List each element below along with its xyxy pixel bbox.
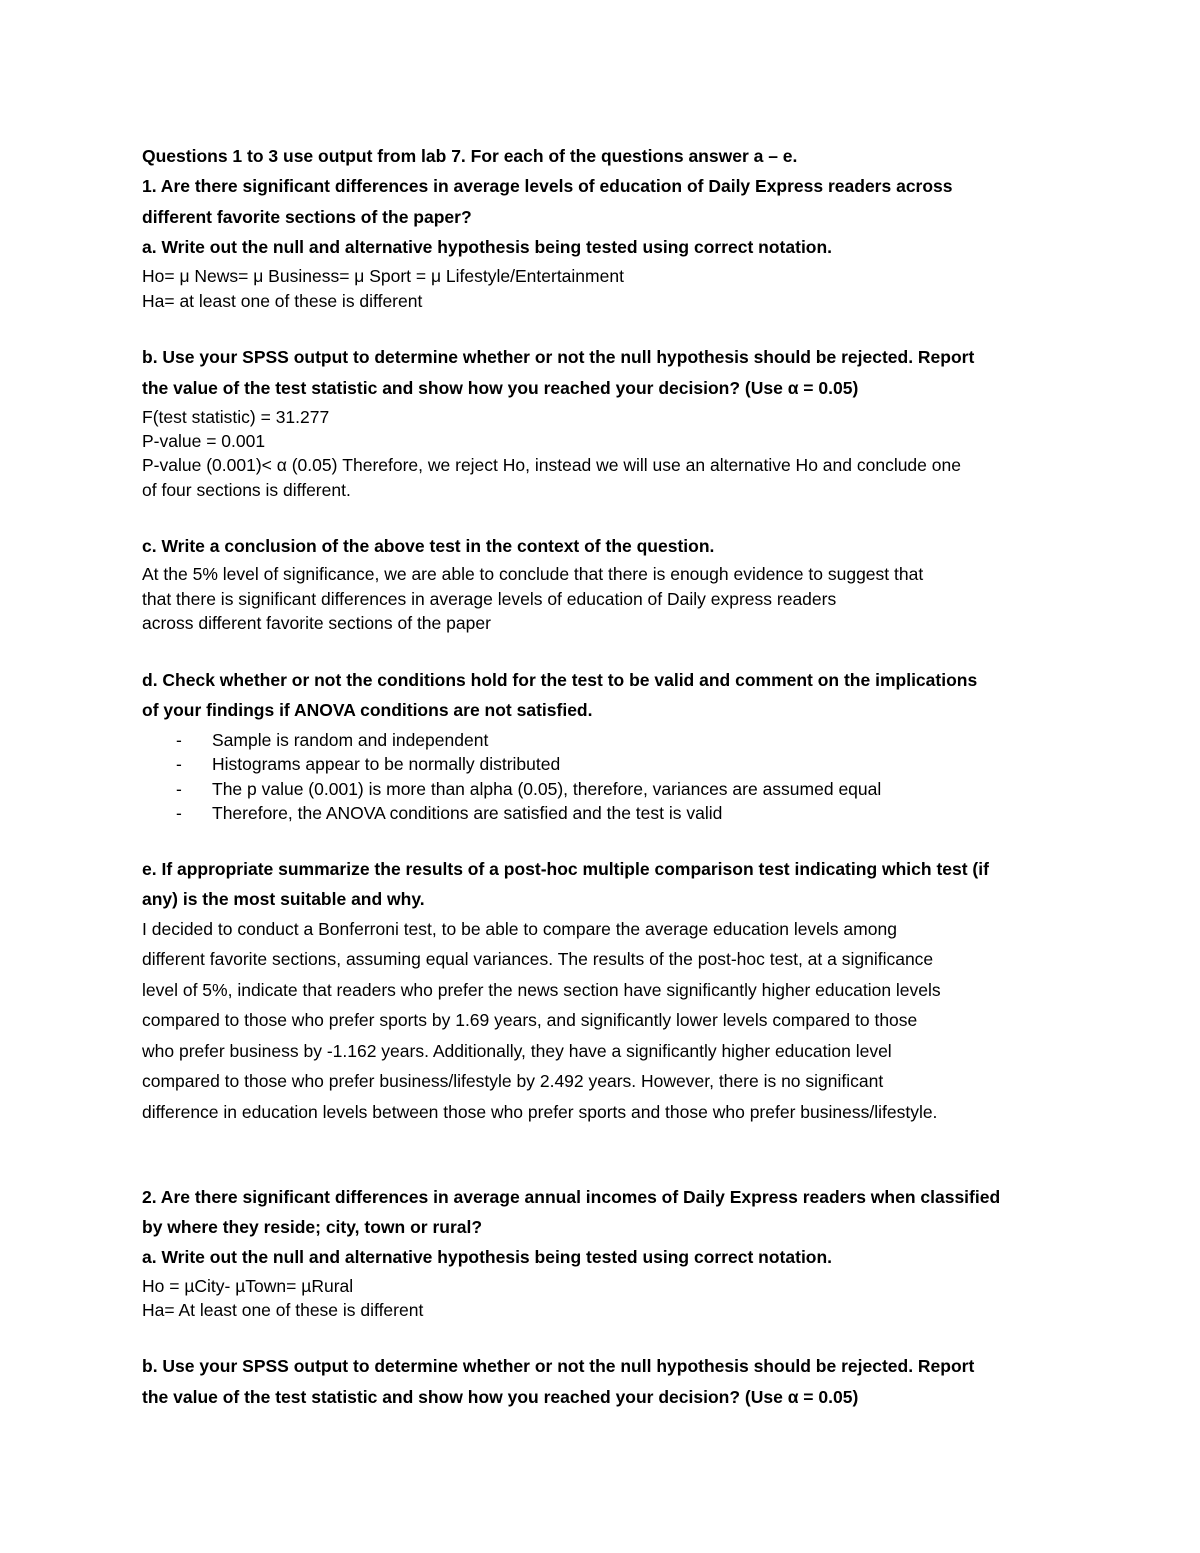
q1e-answer-line: who prefer business by -1.162 years. Additionally, they have a significantly higher education level <box>142 1041 892 1061</box>
q1b-decision-line-2: of four sections is different. <box>142 480 351 500</box>
q1a-null-hypothesis: Ho= μ News= μ Business= μ Sport = μ Lifestyle/Entertainment <box>142 266 624 286</box>
bullet-marker: - <box>176 730 182 750</box>
q1e-answer-line: compared to those who prefer business/lifestyle by 2.492 years. However, there is no significant <box>142 1071 884 1091</box>
q1d-bullet-item: The p value (0.001) is more than alpha (0.05), therefore, variances are assumed equal <box>212 779 882 799</box>
q1a-prompt: a. Write out the null and alternative hypothesis being tested using correct notation. <box>142 237 833 257</box>
q2-title-line-2: by where they reside; city, town or rural? <box>142 1217 483 1237</box>
q1b-prompt-line-2: the value of the test statistic and show how you reached your decision? (Use α = 0.05) <box>142 378 859 398</box>
q1d-bullet-item: Histograms appear to be normally distributed <box>212 754 561 774</box>
q2a-alt-hypothesis: Ha= At least one of these is different <box>142 1300 424 1320</box>
q1b-f-statistic: F(test statistic) = 31.277 <box>142 407 330 427</box>
q1b-p-value: P-value = 0.001 <box>142 431 266 451</box>
q1c-prompt: c. Write a conclusion of the above test in the context of the question. <box>142 536 715 556</box>
q1e-answer-line: difference in education levels between those who prefer sports and those who prefer business/lifestyle. <box>142 1102 938 1122</box>
q1c-answer-line-1: At the 5% level of significance, we are able to conclude that there is enough evidence to suggest that <box>142 564 924 584</box>
q1e-answer-line: different favorite sections, assuming equal variances. The results of the post-hoc test, at a significance <box>142 949 934 969</box>
q1c-answer-line-3: across different favorite sections of the paper <box>142 613 491 633</box>
q2b-prompt-line-2: the value of the test statistic and show how you reached your decision? (Use α = 0.05) <box>142 1387 859 1407</box>
q2a-null-hypothesis: Ho = µCity- µTown= µRural <box>142 1276 354 1296</box>
q1e-answer-line: I decided to conduct a Bonferroni test, to be able to compare the average education levels among <box>142 919 897 939</box>
q1d-prompt-line-1: d. Check whether or not the conditions hold for the test to be valid and comment on the implications <box>142 670 978 690</box>
q1e-answer-line: level of 5%, indicate that readers who prefer the news section have significantly higher education levels <box>142 980 941 1000</box>
q1-title-line-2: different favorite sections of the paper? <box>142 207 472 227</box>
q2b-prompt-line-1: b. Use your SPSS output to determine whether or not the null hypothesis should be rejected. Report <box>142 1356 975 1376</box>
q1-title-line-1: 1. Are there significant differences in average levels of education of Daily Express readers across <box>142 176 953 196</box>
intro-text: Questions 1 to 3 use output from lab 7. For each of the questions answer a – e. <box>142 146 798 166</box>
q1d-bullet-item: Therefore, the ANOVA conditions are satisfied and the test is valid <box>212 803 723 823</box>
q1e-prompt-line-2: any) is the most suitable and why. <box>142 889 425 909</box>
q1e-answer-line: compared to those who prefer sports by 1.69 years, and significantly lower levels compared to those <box>142 1010 918 1030</box>
q1d-prompt-line-2: of your findings if ANOVA conditions are not satisfied. <box>142 700 593 720</box>
q1b-prompt-line-1: b. Use your SPSS output to determine whether or not the null hypothesis should be rejected. Report <box>142 347 975 367</box>
q1d-bullet-item: Sample is random and independent <box>212 730 489 750</box>
q1a-alt-hypothesis: Ha= at least one of these is different <box>142 291 423 311</box>
bullet-marker: - <box>176 754 182 774</box>
q1c-answer-line-2: that there is significant differences in average levels of education of Daily express readers <box>142 589 837 609</box>
bullet-marker: - <box>176 803 182 823</box>
q1e-prompt-line-1: e. If appropriate summarize the results of a post-hoc multiple comparison test indicating which test (if <box>142 859 989 879</box>
bullet-marker: - <box>176 779 182 799</box>
q1b-decision-line-1: P-value (0.001)< α (0.05) Therefore, we reject Ho, instead we will use an alternative Ho and conclude one <box>142 455 961 475</box>
q2a-prompt: a. Write out the null and alternative hypothesis being tested using correct notation. <box>142 1247 833 1267</box>
q2-title-line-1: 2. Are there significant differences in average annual incomes of Daily Express readers when classified <box>142 1187 1001 1207</box>
